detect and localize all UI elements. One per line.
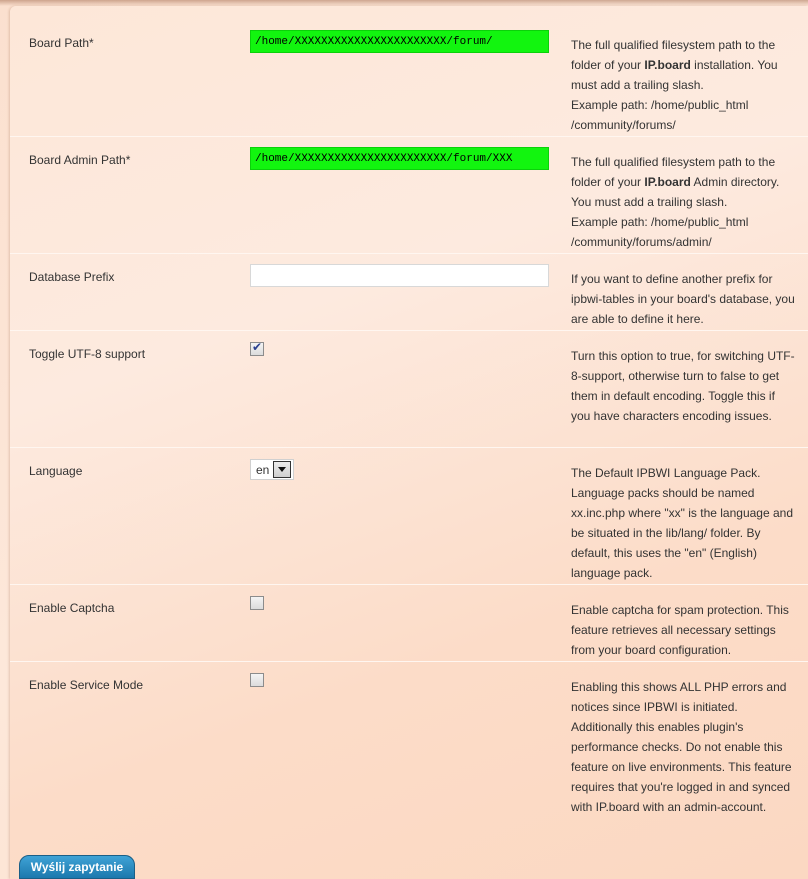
toggle-utf8-description: Turn this option to true, for switching UTF-8-support, otherwise turn to false to get them in default encoding. Toggle this if you have characters encoding issues. bbox=[571, 349, 795, 423]
language-label: Language bbox=[29, 464, 83, 478]
board-admin-path-label: Board Admin Path* bbox=[29, 153, 131, 167]
row-board-path bbox=[10, 20, 808, 137]
enable-captcha-checkbox[interactable] bbox=[250, 596, 264, 610]
database-prefix-label: Database Prefix bbox=[29, 270, 115, 284]
language-description: The Default IPBWI Language Pack. Language packs should be named xx.inc.php where "xx" is the language and be situated in the lib/lang/ folder. By default, this uses the "en" (English) language pack. bbox=[571, 466, 793, 580]
row-enable-service-mode bbox=[10, 662, 808, 842]
enable-service-mode-checkbox[interactable] bbox=[250, 673, 264, 687]
toggle-utf8-checkbox[interactable] bbox=[250, 342, 264, 356]
language-selected-value: en bbox=[256, 463, 270, 477]
board-path-label: Board Path* bbox=[29, 36, 94, 50]
database-prefix-description: If you want to define another prefix for ipbwi-tables in your board's database, you are able to define it here. bbox=[571, 272, 795, 326]
row-toggle-utf8 bbox=[10, 331, 808, 448]
enable-captcha-description: Enable captcha for spam protection. This feature retrieves all necessary settings from your board configuration. bbox=[571, 603, 789, 657]
submit-button[interactable]: Wyślij zapytanie bbox=[19, 855, 135, 879]
row-enable-captcha bbox=[10, 585, 808, 662]
enable-service-mode-label: Enable Service Mode bbox=[29, 678, 144, 692]
board-path-input[interactable] bbox=[250, 30, 549, 53]
enable-captcha-label: Enable Captcha bbox=[29, 601, 115, 615]
row-board-admin-path bbox=[10, 137, 808, 254]
board-path-description: The full qualified filesystem path to the folder of your IP.board installation. You must add a trailing slash. Example path: /home/public_html /community/forums/ bbox=[571, 38, 778, 132]
dropdown-arrow-icon[interactable] bbox=[273, 461, 291, 478]
language-select[interactable] bbox=[250, 459, 294, 480]
toggle-utf8-label: Toggle UTF-8 support bbox=[29, 347, 146, 361]
checkmark-icon: ✔ bbox=[252, 340, 263, 354]
board-admin-path-description: The full qualified filesystem path to the folder of your IP.board Admin directory. You must add a trailing slash. Example path: /home/public_html /community/forums/admin/ bbox=[571, 155, 780, 249]
enable-service-mode-description: Enabling this shows ALL PHP errors and notices since IPBWI is initiated. Additionally this enables plugin's performance checks. Do not enable this feature on live environments. This feature requires that you're logged in and synced with IP.board with an admin-account. bbox=[571, 680, 792, 814]
database-prefix-input[interactable] bbox=[250, 264, 549, 287]
row-database-prefix bbox=[10, 254, 808, 331]
board-admin-path-input[interactable] bbox=[250, 147, 549, 170]
row-language bbox=[10, 448, 808, 585]
